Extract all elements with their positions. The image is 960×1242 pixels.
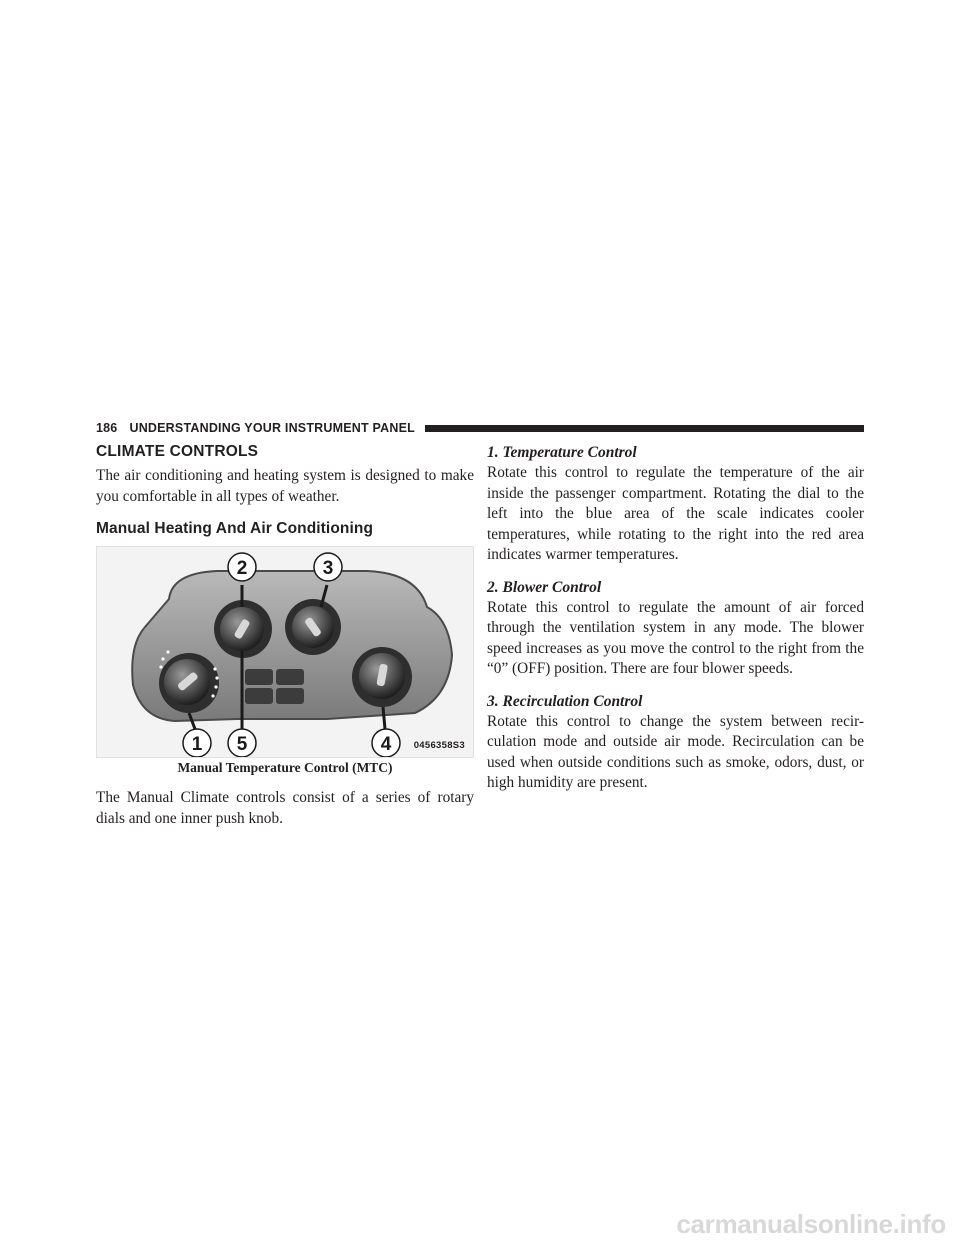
- page-header: [96, 419, 864, 437]
- left-column: [96, 440, 474, 829]
- svg-text:4: 4: [380, 734, 392, 755]
- temperature-control-item: [487, 443, 864, 566]
- climate-control-figure: [96, 546, 474, 758]
- max-ac-button: [276, 669, 304, 685]
- item-text: Rotate this control to change the system between recir-culation mode and outside air mode. Recirculation can be used when outside conditions such as smoke, odors, dust, or high humidity are present.: [487, 712, 864, 791]
- page-number: 186: [96, 421, 118, 435]
- climate-panel-illustration: [97, 547, 474, 758]
- watermark: carmanualsonline.info: [676, 1209, 946, 1239]
- figure-code: 0456358S3: [413, 740, 465, 751]
- svg-text:1: 1: [191, 734, 203, 755]
- callout-1: [183, 729, 211, 757]
- ac-button: [245, 669, 273, 685]
- subsection-title: Manual Heating And Air Conditioning: [96, 520, 374, 537]
- svg-text:3: 3: [322, 558, 334, 579]
- blower-control-item: [487, 578, 864, 680]
- callout-4: [372, 729, 400, 757]
- item-title: 1. Temperature Control: [487, 444, 637, 461]
- item-text: Rotate this control to regulate the amount of air forced through the ventilation system in any mode. The blower speed increases as you move the control to the right from the “0” (OFF) position. There are four blower speeds.: [487, 598, 864, 677]
- section-name: UNDERSTANDING YOUR INSTRUMENT PANEL: [129, 421, 415, 435]
- item-text: Rotate this control to regulate the temperature of the air inside the passenger compartment. Rotating the dial to the left into the blue area of the scale indicates cooler temperatures, while rotating to the right into the red area indicates warmer temperatures.: [487, 464, 864, 563]
- controls-paragraph: The Manual Climate controls consist of a series of rotary dials and one inner push knob.: [96, 789, 474, 827]
- rear-defrost-button: [245, 688, 273, 704]
- figure-caption: Manual Temperature Control (MTC): [177, 760, 393, 775]
- callout-3: [314, 553, 342, 581]
- front-defrost-button: [276, 688, 304, 704]
- header-rule: [425, 425, 864, 432]
- section-title: CLIMATE CONTROLS: [96, 443, 259, 460]
- svg-text:5: 5: [236, 734, 248, 755]
- intro-paragraph: The air conditioning and heating system is designed to make you comfortable in all types of weather.: [96, 467, 474, 505]
- right-column: [487, 440, 864, 806]
- recirculation-control-item: [487, 692, 864, 794]
- item-title: 3. Recirculation Control: [487, 692, 643, 710]
- svg-text:2: 2: [236, 558, 248, 579]
- callout-5: [228, 729, 256, 757]
- item-title: 2. Blower Control: [487, 578, 602, 596]
- callout-2: [228, 553, 256, 581]
